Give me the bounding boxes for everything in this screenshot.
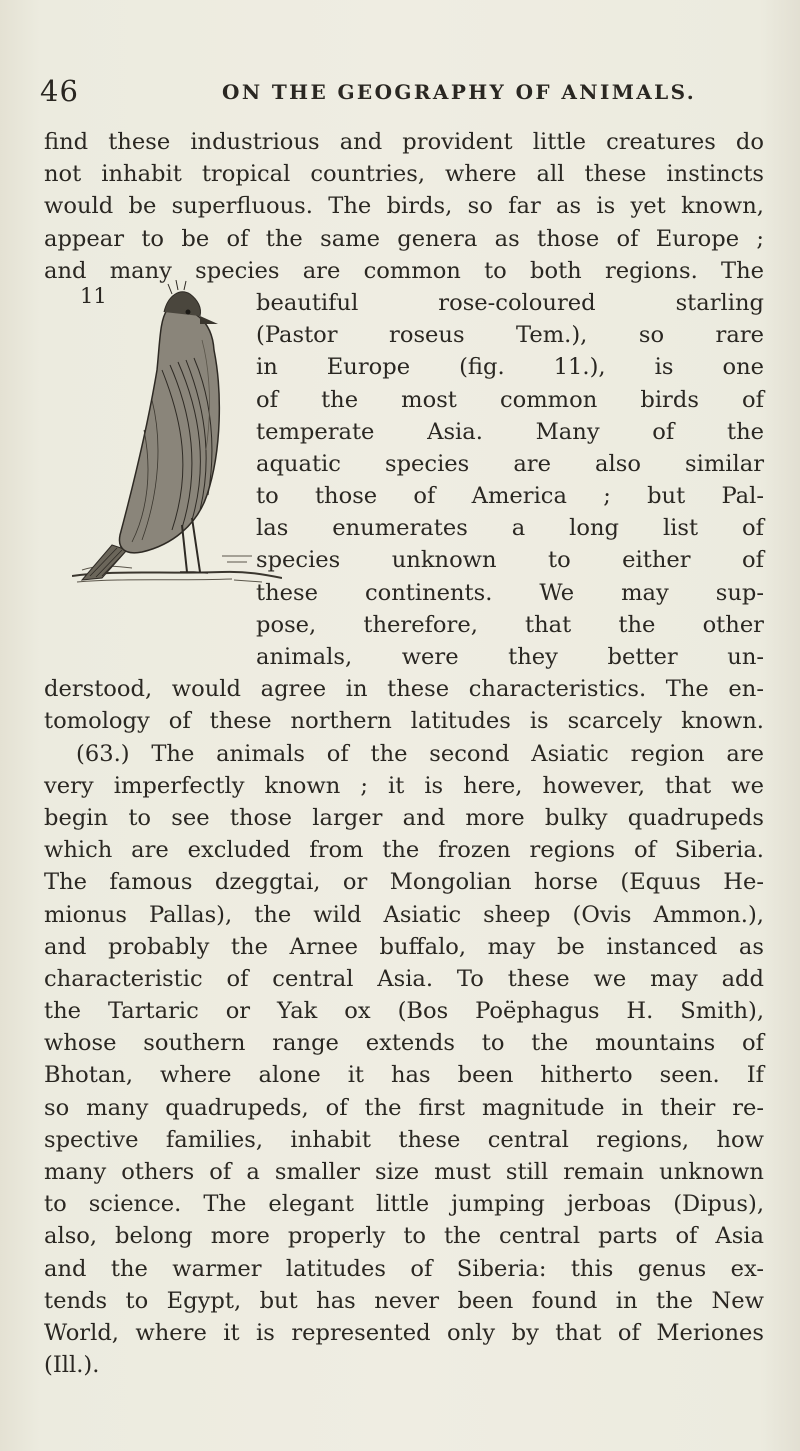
text-line: animals, were they better un-: [256, 644, 764, 670]
text-line: Bhotan, where alone it has been hitherto seen. If: [44, 1062, 764, 1089]
text-line: (Pastor roseus Tem.), so rare: [256, 322, 764, 349]
body-text: [44, 126, 764, 1381]
text-line: (63.) The animals of the second Asiatic region are: [76, 740, 764, 767]
text-line: spective families, inhabit these central regions, how: [44, 1126, 764, 1153]
text-line: World, where it is represented only by that of Meriones: [44, 1319, 764, 1346]
text-line: las enumerates a long list of: [256, 515, 764, 542]
text-line: these continents. We may sup-: [256, 579, 764, 606]
text-line: and many species are common to both regions. The: [44, 257, 764, 284]
text-line: in Europe (fig. 11.), is one: [256, 354, 764, 381]
text-line: pose, therefore, that the other: [256, 611, 764, 638]
text-line: derstood, would agree in these characteristics. The en-: [44, 676, 764, 703]
text-line: tomology of these northern latitudes is scarcely known.: [44, 708, 764, 735]
text-line: temperate Asia. Many of the: [256, 418, 764, 445]
text-line: begin to see those larger and more bulky quadrupeds: [44, 804, 764, 831]
text-line: mionus Pallas), the wild Asiatic sheep (Ovis Ammon.),: [44, 901, 764, 928]
text-line: to science. The elegant little jumping jerboas (Dipus),: [44, 1191, 764, 1218]
text-line: (Ill.).: [44, 1352, 100, 1379]
text-line: of the most common birds of: [256, 386, 764, 413]
text-line: so many quadrupeds, of the first magnitude in their re-: [44, 1094, 764, 1121]
text-line: characteristic of central Asia. To these we may add: [44, 965, 764, 992]
page-number: 46: [40, 74, 79, 108]
text-line: to those of America ; but Pal-: [256, 483, 764, 510]
text-line: not inhabit tropical countries, where all these instincts: [44, 161, 764, 188]
text-line: also, belong more properly to the central parts of Asia: [44, 1223, 764, 1250]
running-title: ON THE GEOGRAPHY OF ANIMALS.: [222, 80, 697, 104]
text-line: and the warmer latitudes of Siberia: this genus ex-: [44, 1255, 764, 1282]
text-line: whose southern range extends to the mountains of: [44, 1030, 764, 1057]
figure-label: 11: [80, 284, 107, 308]
text-line: and probably the Arnee buffalo, may be instanced as: [44, 933, 764, 960]
text-line: very imperfectly known ; it is here, however, that we: [44, 772, 764, 799]
page-header: [40, 74, 770, 114]
text-line: which are excluded from the frozen regions of Siberia.: [44, 837, 764, 864]
text-line: appear to be of the same genera as those of Europe ;: [44, 225, 764, 252]
text-line: aquatic species are also similar: [256, 450, 764, 477]
text-line: would be superfluous. The birds, so far as is yet known,: [44, 193, 764, 220]
text-line: the Tartaric or Yak ox (Bos Poëphagus H. Smith),: [44, 998, 764, 1025]
text-line: beautiful rose-coloured starling: [256, 289, 764, 316]
text-line: The famous dzeggtai, or Mongolian horse (Equus He-: [44, 869, 764, 896]
text-line: species unknown to either of: [256, 547, 764, 574]
text-line: tends to Egypt, but has never been found in the New: [44, 1287, 764, 1314]
text-line: find these industrious and provident little creatures do: [44, 129, 764, 155]
text-line: many others of a smaller size must still remain unknown: [44, 1159, 764, 1185]
